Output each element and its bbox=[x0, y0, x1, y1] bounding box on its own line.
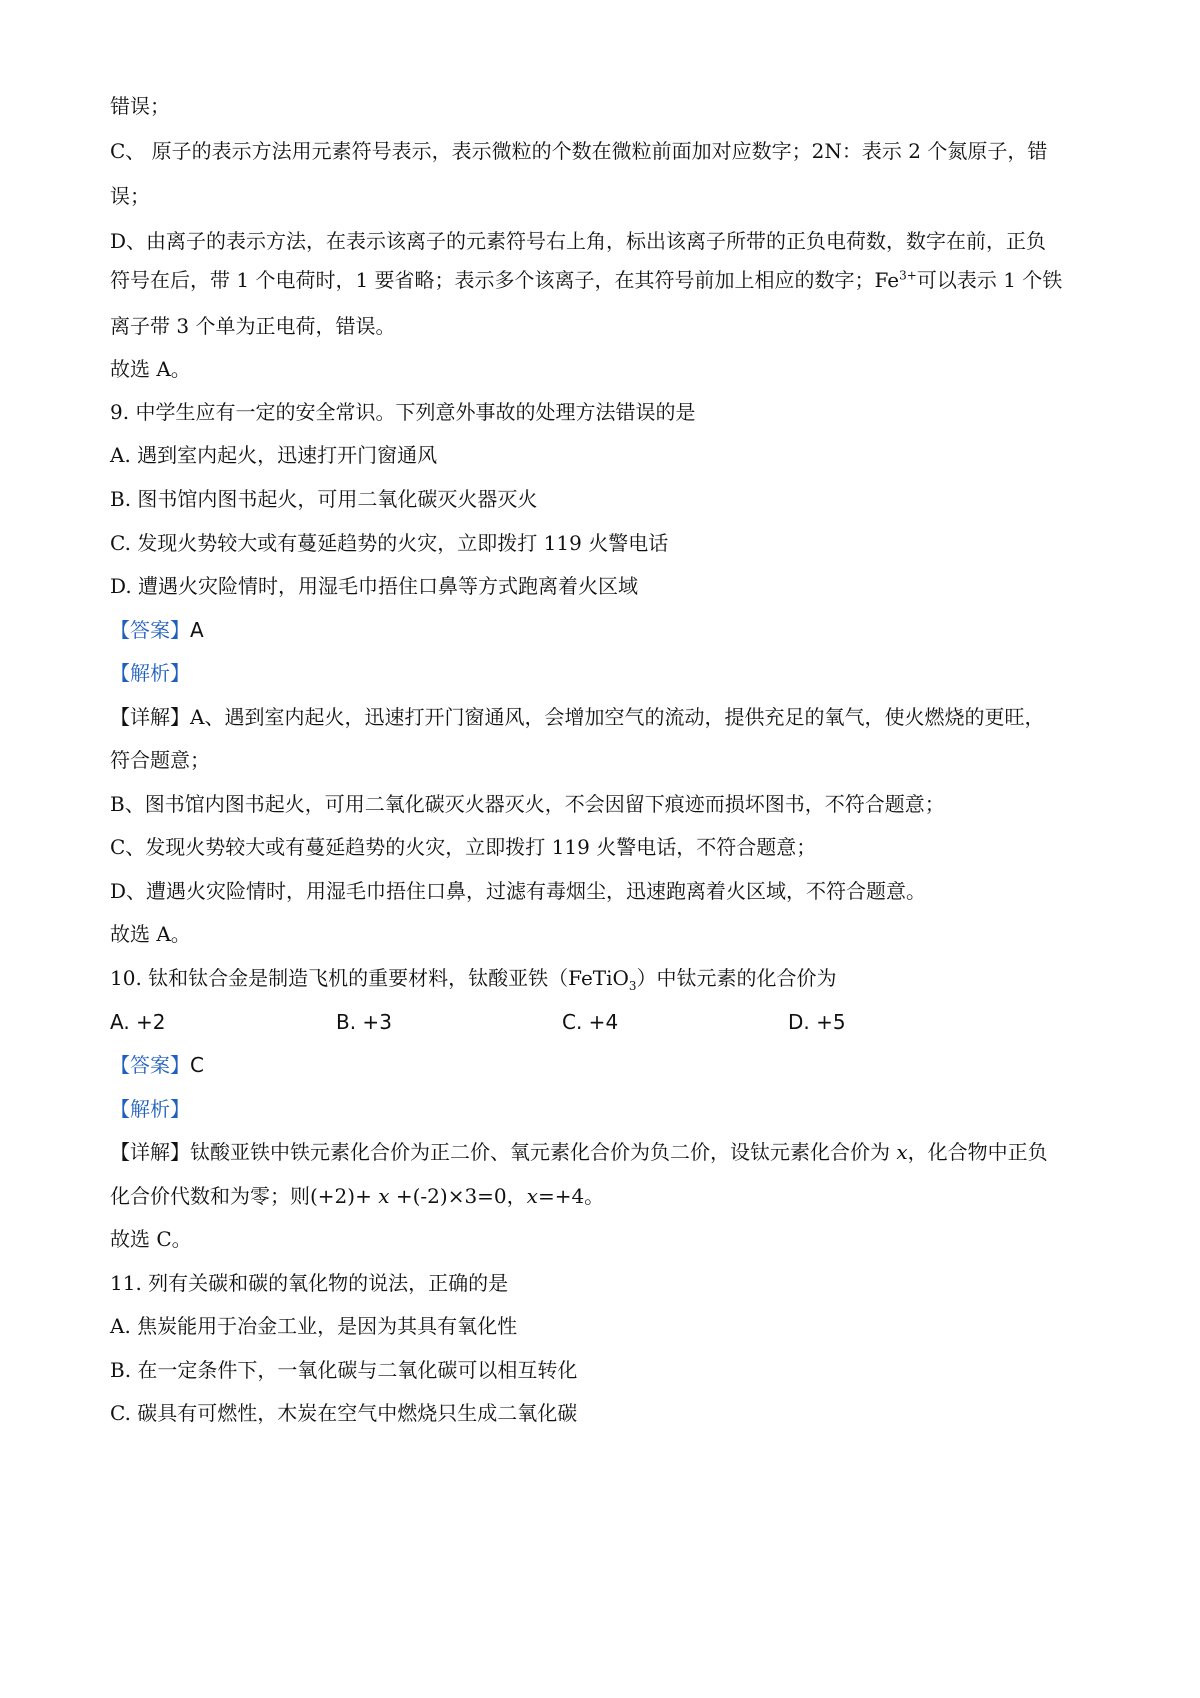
question-10-detail bbox=[110, 1181, 1100, 1211]
text-line: D、由离子的表示方法，在表示该离子的元素符号右上角，标出该离子所带的正负电荷数，数字在前，正负 bbox=[110, 229, 1047, 253]
question-9-option-c: C. 发现火势较大或有蔓延趋势的火灾，立即拨打 119 火警电话 bbox=[110, 531, 669, 555]
question-9-analysis-tag: 【解析】 bbox=[110, 661, 190, 685]
question-9-answer bbox=[110, 615, 1100, 645]
question-11-option-a: A. 焦炭能用于冶金工业，是因为其具有氧化性 bbox=[110, 1314, 518, 1338]
text-span: 符号在后，带 1 个电荷时，1 要省略；表示多个该离子，在其符号前加上相应的数字；Fe bbox=[110, 268, 900, 292]
text-span: 【详解】钛酸亚铁中铁元素化合价为正二价、氧元素化合价为负二价，设钛元素化合价为 bbox=[110, 1140, 897, 1164]
question-9-conclusion: 故选 A。 bbox=[110, 922, 191, 946]
question-9-option-a: A. 遇到室内起火，迅速打开门窗通风 bbox=[110, 443, 438, 467]
text-span: 可以表示 1 个铁 bbox=[916, 268, 1063, 292]
text-span: +(-2)×3=0， bbox=[389, 1184, 527, 1208]
text-line: C、 原子的表示方法用元素符号表示，表示微粒的个数在微粒前面加对应数字；2N：表示 2 个氮原子，错 bbox=[110, 139, 1048, 163]
question-9-detail: 【详解】A、遇到室内起火，迅速打开门窗通风，会增加空气的流动，提供充足的氧气，使火燃烧的更旺， bbox=[110, 705, 1045, 729]
formula-subscript: 3 bbox=[628, 979, 637, 993]
answer-value: C bbox=[190, 1053, 204, 1077]
text-line bbox=[110, 265, 1100, 295]
question-9-detail: C、发现火势较大或有蔓延趋势的火灾，立即拨打 119 火警电话，不符合题意； bbox=[110, 835, 817, 859]
question-9-detail: 符合题意； bbox=[110, 748, 210, 772]
variable-x: x bbox=[378, 1184, 390, 1208]
question-9-option-b: B. 图书馆内图书起火，可用二氧化碳灭火器灭火 bbox=[110, 487, 538, 511]
question-10-analysis-tag: 【解析】 bbox=[110, 1097, 190, 1121]
question-10-answer bbox=[110, 1050, 1100, 1080]
question-10-stem bbox=[110, 963, 1100, 993]
variable-x: x bbox=[896, 1140, 908, 1164]
text-span: 化合价代数和为零；则(+2)+ bbox=[110, 1184, 379, 1208]
question-9-detail: B、图书馆内图书起火，可用二氧化碳灭火器灭火，不会因留下痕迹而损坏图书，不符合题意； bbox=[110, 792, 945, 816]
answer-value: A bbox=[190, 618, 204, 642]
question-10-option-c: C. +4 bbox=[562, 1010, 619, 1034]
text-span: ，化合物中正负 bbox=[907, 1140, 1048, 1164]
charge-superscript: 3+ bbox=[899, 268, 917, 283]
question-10-option-a: A. +2 bbox=[110, 1010, 166, 1034]
answer-tag: 【答案】 bbox=[110, 618, 190, 642]
text-line: 离子带 3 个单为正电荷，错误。 bbox=[110, 314, 396, 338]
question-11-option-c: C. 碳具有可燃性，木炭在空气中燃烧只生成二氧化碳 bbox=[110, 1401, 578, 1425]
text-span: 10. 钛和钛合金是制造飞机的重要材料，钛酸亚铁（FeTiO bbox=[110, 966, 629, 990]
text-span: =+4。 bbox=[537, 1184, 605, 1208]
question-11-stem: 11. 列有关碳和碳的氧化物的说法，正确的是 bbox=[110, 1271, 509, 1295]
variable-x: x bbox=[526, 1184, 538, 1208]
text-span: ）中钛元素的化合价为 bbox=[636, 966, 837, 990]
answer-tag: 【答案】 bbox=[110, 1053, 190, 1077]
question-10-conclusion: 故选 C。 bbox=[110, 1227, 192, 1251]
text-line: 错误； bbox=[110, 94, 170, 118]
question-11-option-b: B. 在一定条件下，一氧化碳与二氧化碳可以相互转化 bbox=[110, 1358, 578, 1382]
question-9-detail: D、遭遇火灾险情时，用湿毛巾捂住口鼻，过滤有毒烟尘，迅速跑离着火区域，不符合题意。 bbox=[110, 879, 927, 903]
question-10-option-b: B. +3 bbox=[336, 1010, 392, 1034]
question-9-stem: 9. 中学生应有一定的安全常识。下列意外事故的处理方法错误的是 bbox=[110, 400, 696, 424]
text-line: 误； bbox=[110, 184, 150, 208]
question-10-detail bbox=[110, 1137, 1100, 1167]
text-line: 故选 A。 bbox=[110, 357, 191, 381]
question-10-option-d: D. +5 bbox=[788, 1010, 846, 1034]
question-9-option-d: D. 遭遇火灾险情时，用湿毛巾捂住口鼻等方式跑离着火区域 bbox=[110, 574, 639, 598]
